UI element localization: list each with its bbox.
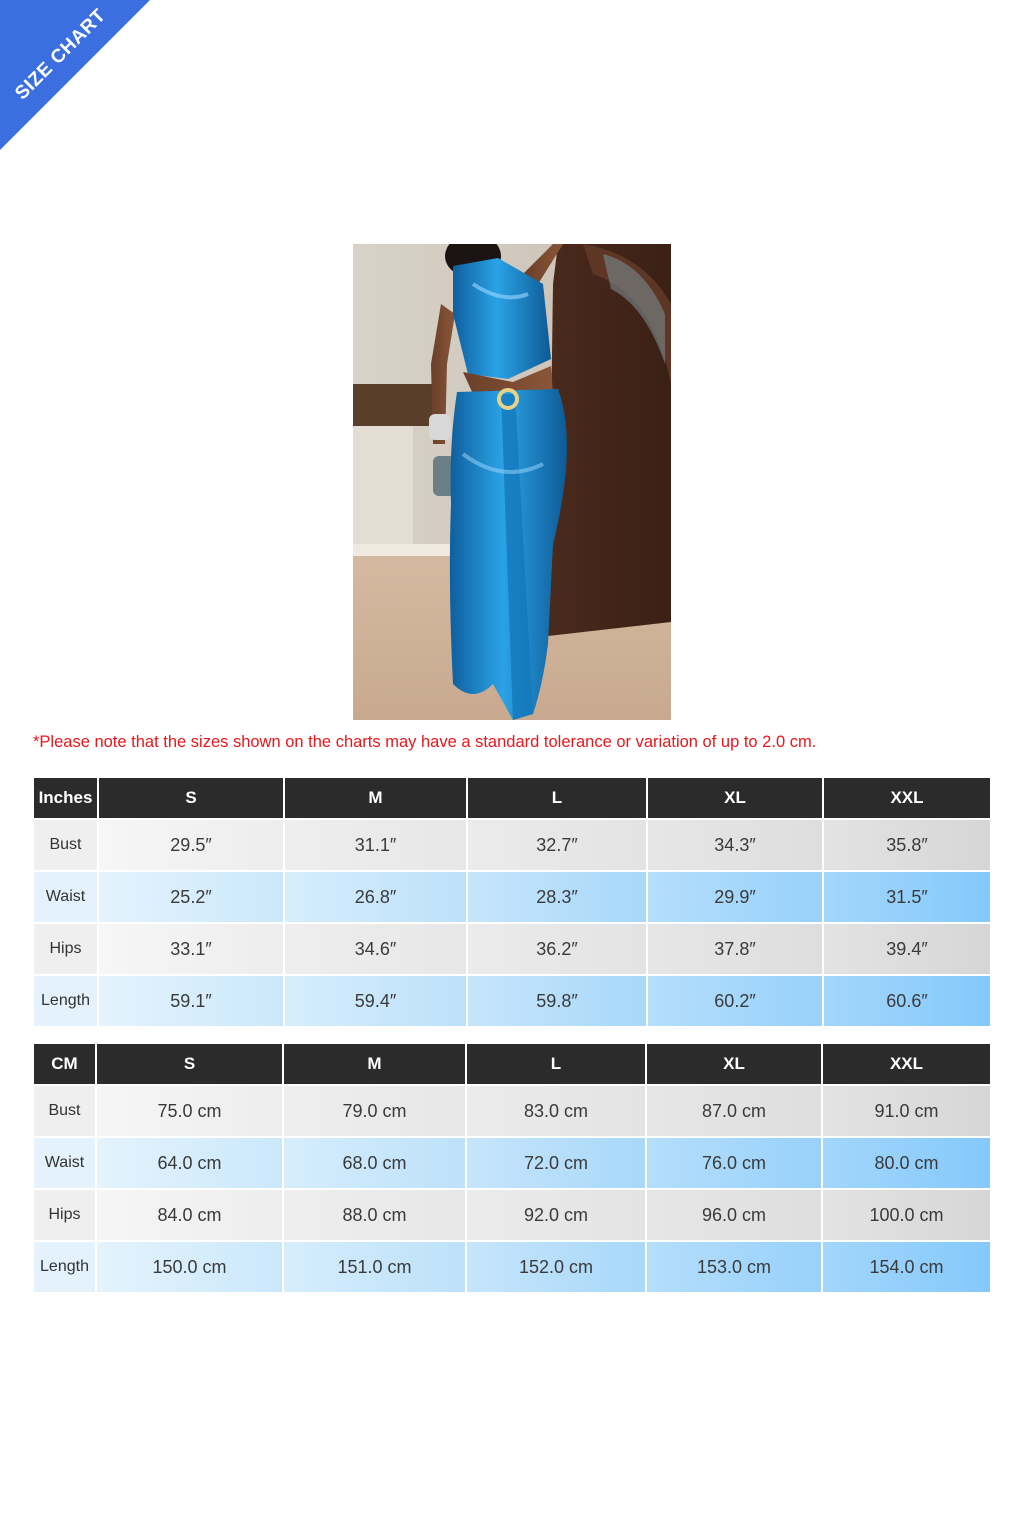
- table-cell: 25.2″: [99, 872, 283, 922]
- table-cell: 68.0 cm: [284, 1138, 465, 1188]
- corner-badge-label: SIZE CHART: [11, 5, 111, 105]
- table-cell: 37.8″: [648, 924, 822, 974]
- table-cell: 34.3″: [648, 820, 822, 870]
- row-label-waist: Waist: [34, 872, 97, 922]
- table-cell: 152.0 cm: [467, 1242, 645, 1292]
- size-table-inches: [32, 776, 992, 1028]
- unit-header: CM: [34, 1044, 95, 1084]
- table-cell: 34.6″: [285, 924, 466, 974]
- table-row: [34, 872, 990, 922]
- row-label-hips: Hips: [34, 924, 97, 974]
- product-photo-illustration: [353, 244, 671, 720]
- table-cell: 91.0 cm: [823, 1086, 990, 1136]
- table-cell: 29.9″: [648, 872, 822, 922]
- tolerance-note: *Please note that the sizes shown on the charts may have a standard tolerance or variation of up to 2.0 cm.: [33, 733, 817, 751]
- table-cell: 60.2″: [648, 976, 822, 1026]
- size-header-l: L: [467, 1044, 645, 1084]
- table-cell: 75.0 cm: [97, 1086, 282, 1136]
- table-cell: 80.0 cm: [823, 1138, 990, 1188]
- row-label-hips: Hips: [34, 1190, 95, 1240]
- table-cell: 79.0 cm: [284, 1086, 465, 1136]
- table-cell: 96.0 cm: [647, 1190, 821, 1240]
- table-cell: 35.8″: [824, 820, 990, 870]
- size-header-s: S: [97, 1044, 282, 1084]
- table-row: [34, 1242, 990, 1292]
- table-cell: 31.5″: [824, 872, 990, 922]
- table-cell: 39.4″: [824, 924, 990, 974]
- row-label-bust: Bust: [34, 820, 97, 870]
- table-cell: 33.1″: [99, 924, 283, 974]
- table-row: [34, 1138, 990, 1188]
- table-cell: 60.6″: [824, 976, 990, 1026]
- table-cell: 83.0 cm: [467, 1086, 645, 1136]
- table-row: [34, 924, 990, 974]
- table-cell: 36.2″: [468, 924, 646, 974]
- table-row: [34, 1086, 990, 1136]
- product-photo: [353, 244, 671, 720]
- table-cell: 59.4″: [285, 976, 466, 1026]
- table-cell: 84.0 cm: [97, 1190, 282, 1240]
- size-header-xxl: XXL: [823, 1044, 990, 1084]
- table-row: [34, 976, 990, 1026]
- row-label-waist: Waist: [34, 1138, 95, 1188]
- table-cell: 59.8″: [468, 976, 646, 1026]
- table-cell: 88.0 cm: [284, 1190, 465, 1240]
- size-header-xl: XL: [647, 1044, 821, 1084]
- table-row: [34, 820, 990, 870]
- row-label-bust: Bust: [34, 1086, 95, 1136]
- table-cell: 87.0 cm: [647, 1086, 821, 1136]
- table-cell: 28.3″: [468, 872, 646, 922]
- corner-triangle-shape: [0, 0, 150, 150]
- size-header-s: S: [99, 778, 283, 818]
- unit-header: Inches: [34, 778, 97, 818]
- table-cell: 154.0 cm: [823, 1242, 990, 1292]
- table-cell: 31.1″: [285, 820, 466, 870]
- size-header-m: M: [285, 778, 466, 818]
- table-cell: 32.7″: [468, 820, 646, 870]
- table-cell: 92.0 cm: [467, 1190, 645, 1240]
- size-header-l: L: [468, 778, 646, 818]
- table-header-row: [34, 1044, 990, 1084]
- size-chart-corner-badge: [0, 0, 150, 150]
- row-label-length: Length: [34, 976, 97, 1026]
- size-header-m: M: [284, 1044, 465, 1084]
- table-cell: 59.1″: [99, 976, 283, 1026]
- table-cell: 151.0 cm: [284, 1242, 465, 1292]
- table-cell: 150.0 cm: [97, 1242, 282, 1292]
- table-header-row: [34, 778, 990, 818]
- table-cell: 153.0 cm: [647, 1242, 821, 1292]
- table-cell: 100.0 cm: [823, 1190, 990, 1240]
- table-cell: 26.8″: [285, 872, 466, 922]
- size-header-xxl: XXL: [824, 778, 990, 818]
- table-cell: 76.0 cm: [647, 1138, 821, 1188]
- size-table-cm: [32, 1042, 992, 1294]
- table-cell: 72.0 cm: [467, 1138, 645, 1188]
- size-header-xl: XL: [648, 778, 822, 818]
- table-cell: 29.5″: [99, 820, 283, 870]
- table-row: [34, 1190, 990, 1240]
- row-label-length: Length: [34, 1242, 95, 1292]
- table-cell: 64.0 cm: [97, 1138, 282, 1188]
